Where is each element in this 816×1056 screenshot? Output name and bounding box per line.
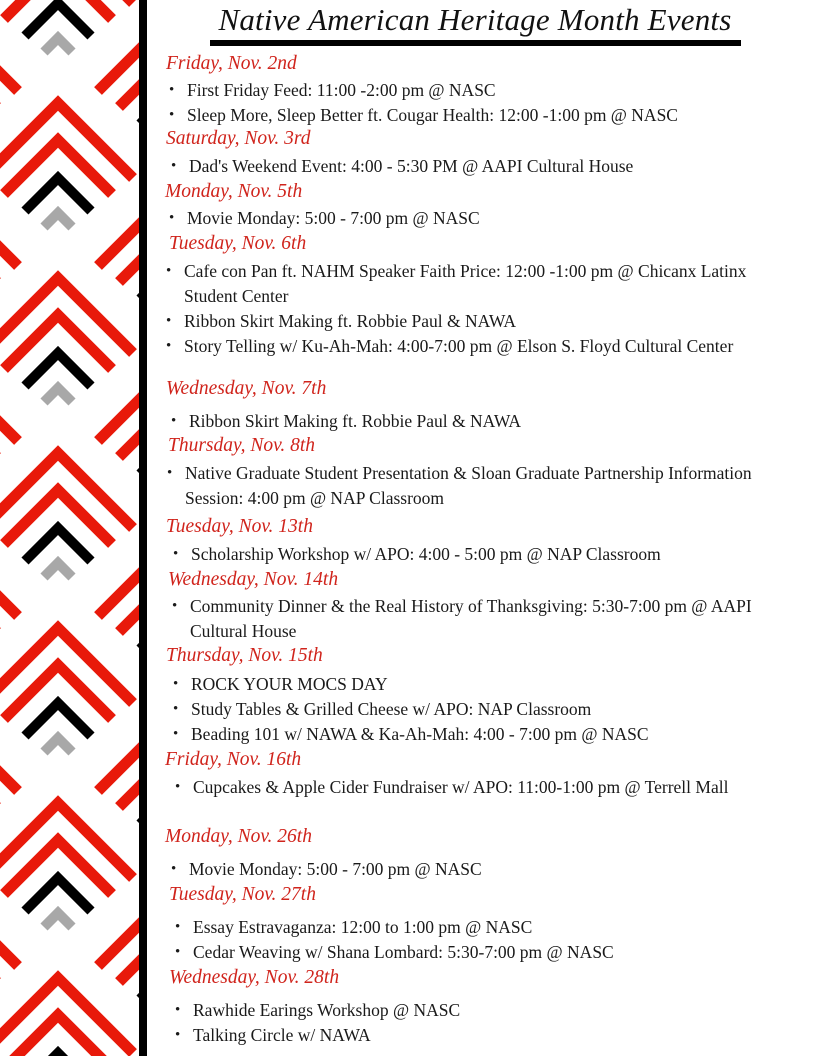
event-item: • Ribbon Skirt Making ft. Robbie Paul & NAWA [184,309,516,334]
bullet-icon: • [166,313,172,329]
bullet-icon: • [172,598,178,614]
day-heading: Tuesday, Nov. 6th [169,233,307,254]
event-item: • Essay Estravaganza: 12:00 to 1:00 pm @ NASC [193,915,532,940]
event-item: • Talking Circle w/ NAWA [193,1023,371,1048]
event-item: • Cedar Weaving w/ Shana Lombard: 5:30-7:00 pm @ NASC [193,940,614,965]
bullet-icon: • [167,465,173,481]
event-item: • Native Graduate Student Presentation & Sloan Graduate Partnership Information Session: 4:00 pm @ NAP Classroom [167,463,752,508]
bullet-icon: • [173,546,179,562]
day-heading: Saturday, Nov. 3rd [166,128,311,149]
bullet-icon: • [175,919,181,935]
bullet-icon: • [173,676,179,692]
bullet-icon: • [171,861,177,877]
event-item: • Community Dinner & the Real History of Thanksgiving: 5:30-7:00 pm @ AAPI Cultural House [172,596,752,641]
day-heading: Wednesday, Nov. 14th [168,569,339,590]
bullet-icon: • [169,210,175,226]
day-heading: Monday, Nov. 5th [165,181,303,202]
bullet-icon: • [166,338,172,354]
day-heading: Wednesday, Nov. 7th [166,378,327,399]
bullet-icon: • [169,82,175,98]
day-heading: Wednesday, Nov. 28th [169,967,340,988]
event-item: • First Friday Feed: 11:00 -2:00 pm @ NASC [187,78,496,103]
day-heading: Monday, Nov. 26th [165,826,312,847]
event-item: • Rawhide Earings Workshop @ NASC [193,998,460,1023]
event-item: • Ribbon Skirt Making ft. Robbie Paul & NAWA [189,409,521,434]
event-item: • Study Tables & Grilled Cheese w/ APO: NAP Classroom [191,697,591,722]
bullet-icon: • [166,263,172,279]
day-heading: Friday, Nov. 2nd [166,53,297,74]
bullet-icon: • [169,107,175,123]
page-title: Native American Heritage Month Events [218,2,732,37]
event-item: • Cafe con Pan ft. NAHM Speaker Faith Price: 12:00 -1:00 pm @ Chicanx Latinx Student Center [166,261,747,306]
event-item: • Scholarship Workshop w/ APO: 4:00 - 5:00 pm @ NAP Classroom [191,542,661,567]
bullet-icon: • [173,701,179,717]
event-item: • Movie Monday: 5:00 - 7:00 pm @ NASC [187,206,480,231]
day-heading: Thursday, Nov. 15th [166,645,323,666]
event-item: • Sleep More, Sleep Better ft. Cougar Health: 12:00 -1:00 pm @ NASC [187,103,678,128]
bullet-icon: • [175,779,181,795]
event-item: • Dad's Weekend Event: 4:00 - 5:30 PM @ AAPI Cultural House [189,154,633,179]
bullet-icon: • [173,726,179,742]
event-item: • Cupcakes & Apple Cider Fundraiser w/ APO: 11:00-1:00 pm @ Terrell Mall [193,775,793,800]
day-heading: Tuesday, Nov. 27th [169,884,316,905]
bullet-icon: • [175,1027,181,1043]
bullet-icon: • [171,158,177,174]
bullet-icon: • [175,944,181,960]
day-heading: Tuesday, Nov. 13th [166,516,313,537]
event-item: • Movie Monday: 5:00 - 7:00 pm @ NASC [189,857,482,882]
day-heading: Thursday, Nov. 8th [168,435,315,456]
bullet-icon: • [175,1002,181,1018]
event-item: • Story Telling w/ Ku-Ah-Mah: 4:00-7:00 pm @ Elson S. Floyd Cultural Center [184,334,784,359]
event-item: • Beading 101 w/ NAWA & Ka-Ah-Mah: 4:00 - 7:00 pm @ NASC [191,722,649,747]
event-item: • ROCK YOUR MOCS DAY [191,672,388,697]
bullet-icon: • [171,413,177,429]
day-heading: Friday, Nov. 16th [165,749,302,770]
